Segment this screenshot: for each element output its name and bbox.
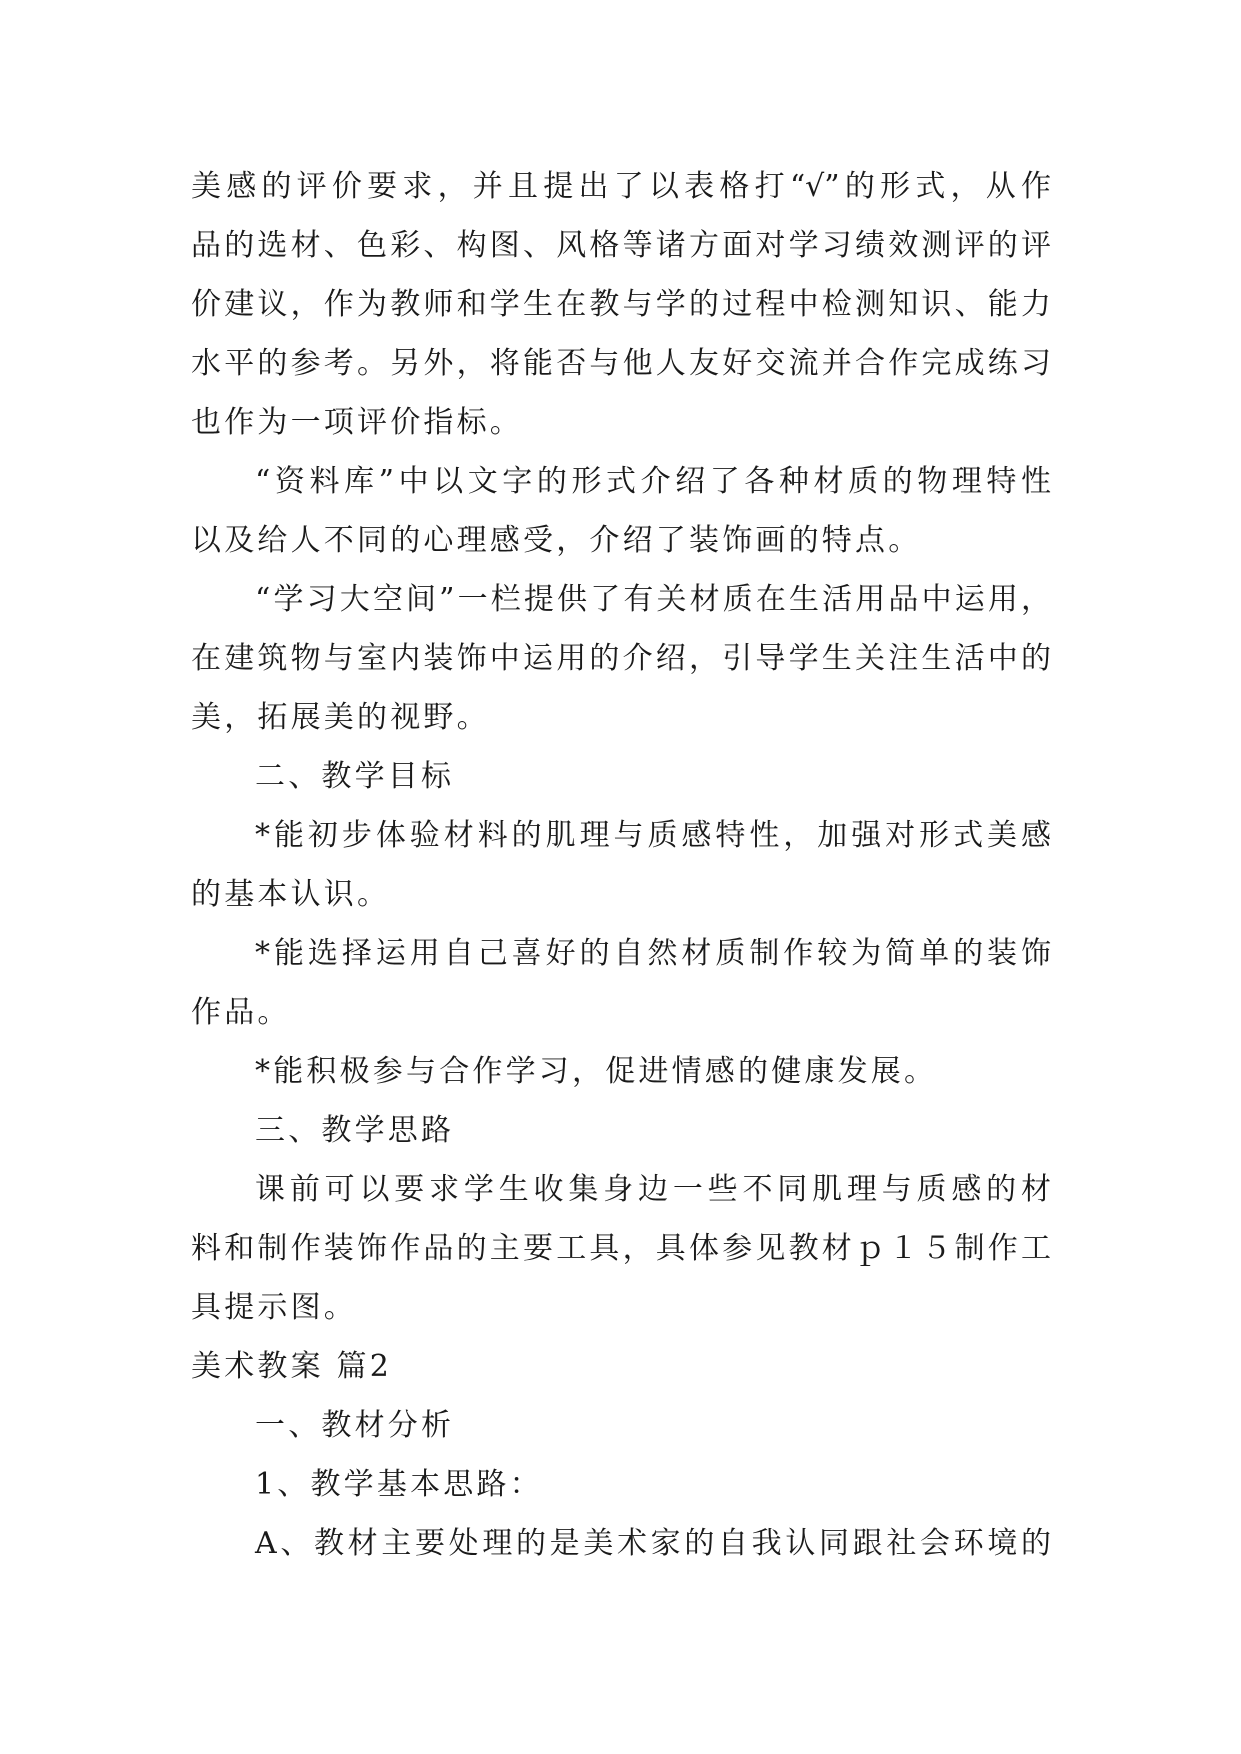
bullet-item: *能选择运用自己喜好的自然材质制作较为简单的装饰	[255, 936, 1051, 971]
text-line: 在建筑物与室内装饰中运用的介绍，引导学生关注生活中的	[191, 641, 1051, 676]
text-line: 的基本认识。	[191, 877, 391, 912]
bullet-item: *能积极参与合作学习，促进情感的健康发展。	[255, 1054, 938, 1089]
text-line: 也作为一项评价指标。	[191, 405, 523, 440]
section-heading: 三、教学思路	[255, 1113, 455, 1148]
text-line: 具提示图。	[191, 1290, 357, 1325]
section-heading: 一、教材分析	[255, 1408, 455, 1443]
bullet-item: *能初步体验材料的肌理与质感特性，加强对形式美感	[255, 818, 1051, 853]
text-line: “资料库”中以文字的形式介绍了各种材质的物理特性	[255, 464, 1051, 499]
text-line: “学习大空间”一栏提供了有关材质在生活用品中运用，	[255, 582, 1051, 617]
subsection-heading: 1、教学基本思路：	[255, 1467, 543, 1502]
text-line: 料和制作装饰作品的主要工具，具体参见教材ｐ１５制作工	[191, 1231, 1051, 1266]
text-line: 价建议，作为教师和学生在教与学的过程中检测知识、能力	[191, 287, 1051, 322]
text-line: 水平的参考。另外，将能否与他人友好交流并合作完成练习	[191, 346, 1051, 381]
lesson-title: 美术教案 篇2	[191, 1349, 393, 1384]
text-line: 美，拓展美的视野。	[191, 700, 490, 735]
text-line: 以及给人不同的心理感受，介绍了装饰画的特点。	[191, 523, 922, 558]
text-line: 美感的评价要求，并且提出了以表格打“√”的形式，从作	[191, 169, 1051, 204]
text-line: 课前可以要求学生收集身边一些不同肌理与质感的材	[255, 1172, 1051, 1207]
section-heading: 二、教学目标	[255, 759, 455, 794]
document-body	[191, 157, 1051, 1573]
text-line: 品的选材、色彩、构图、风格等诸方面对学习绩效测评的评	[191, 228, 1051, 263]
text-line: 作品。	[191, 995, 291, 1030]
text-line: A、教材主要处理的是美术家的自我认同跟社会环境的	[255, 1526, 1051, 1561]
